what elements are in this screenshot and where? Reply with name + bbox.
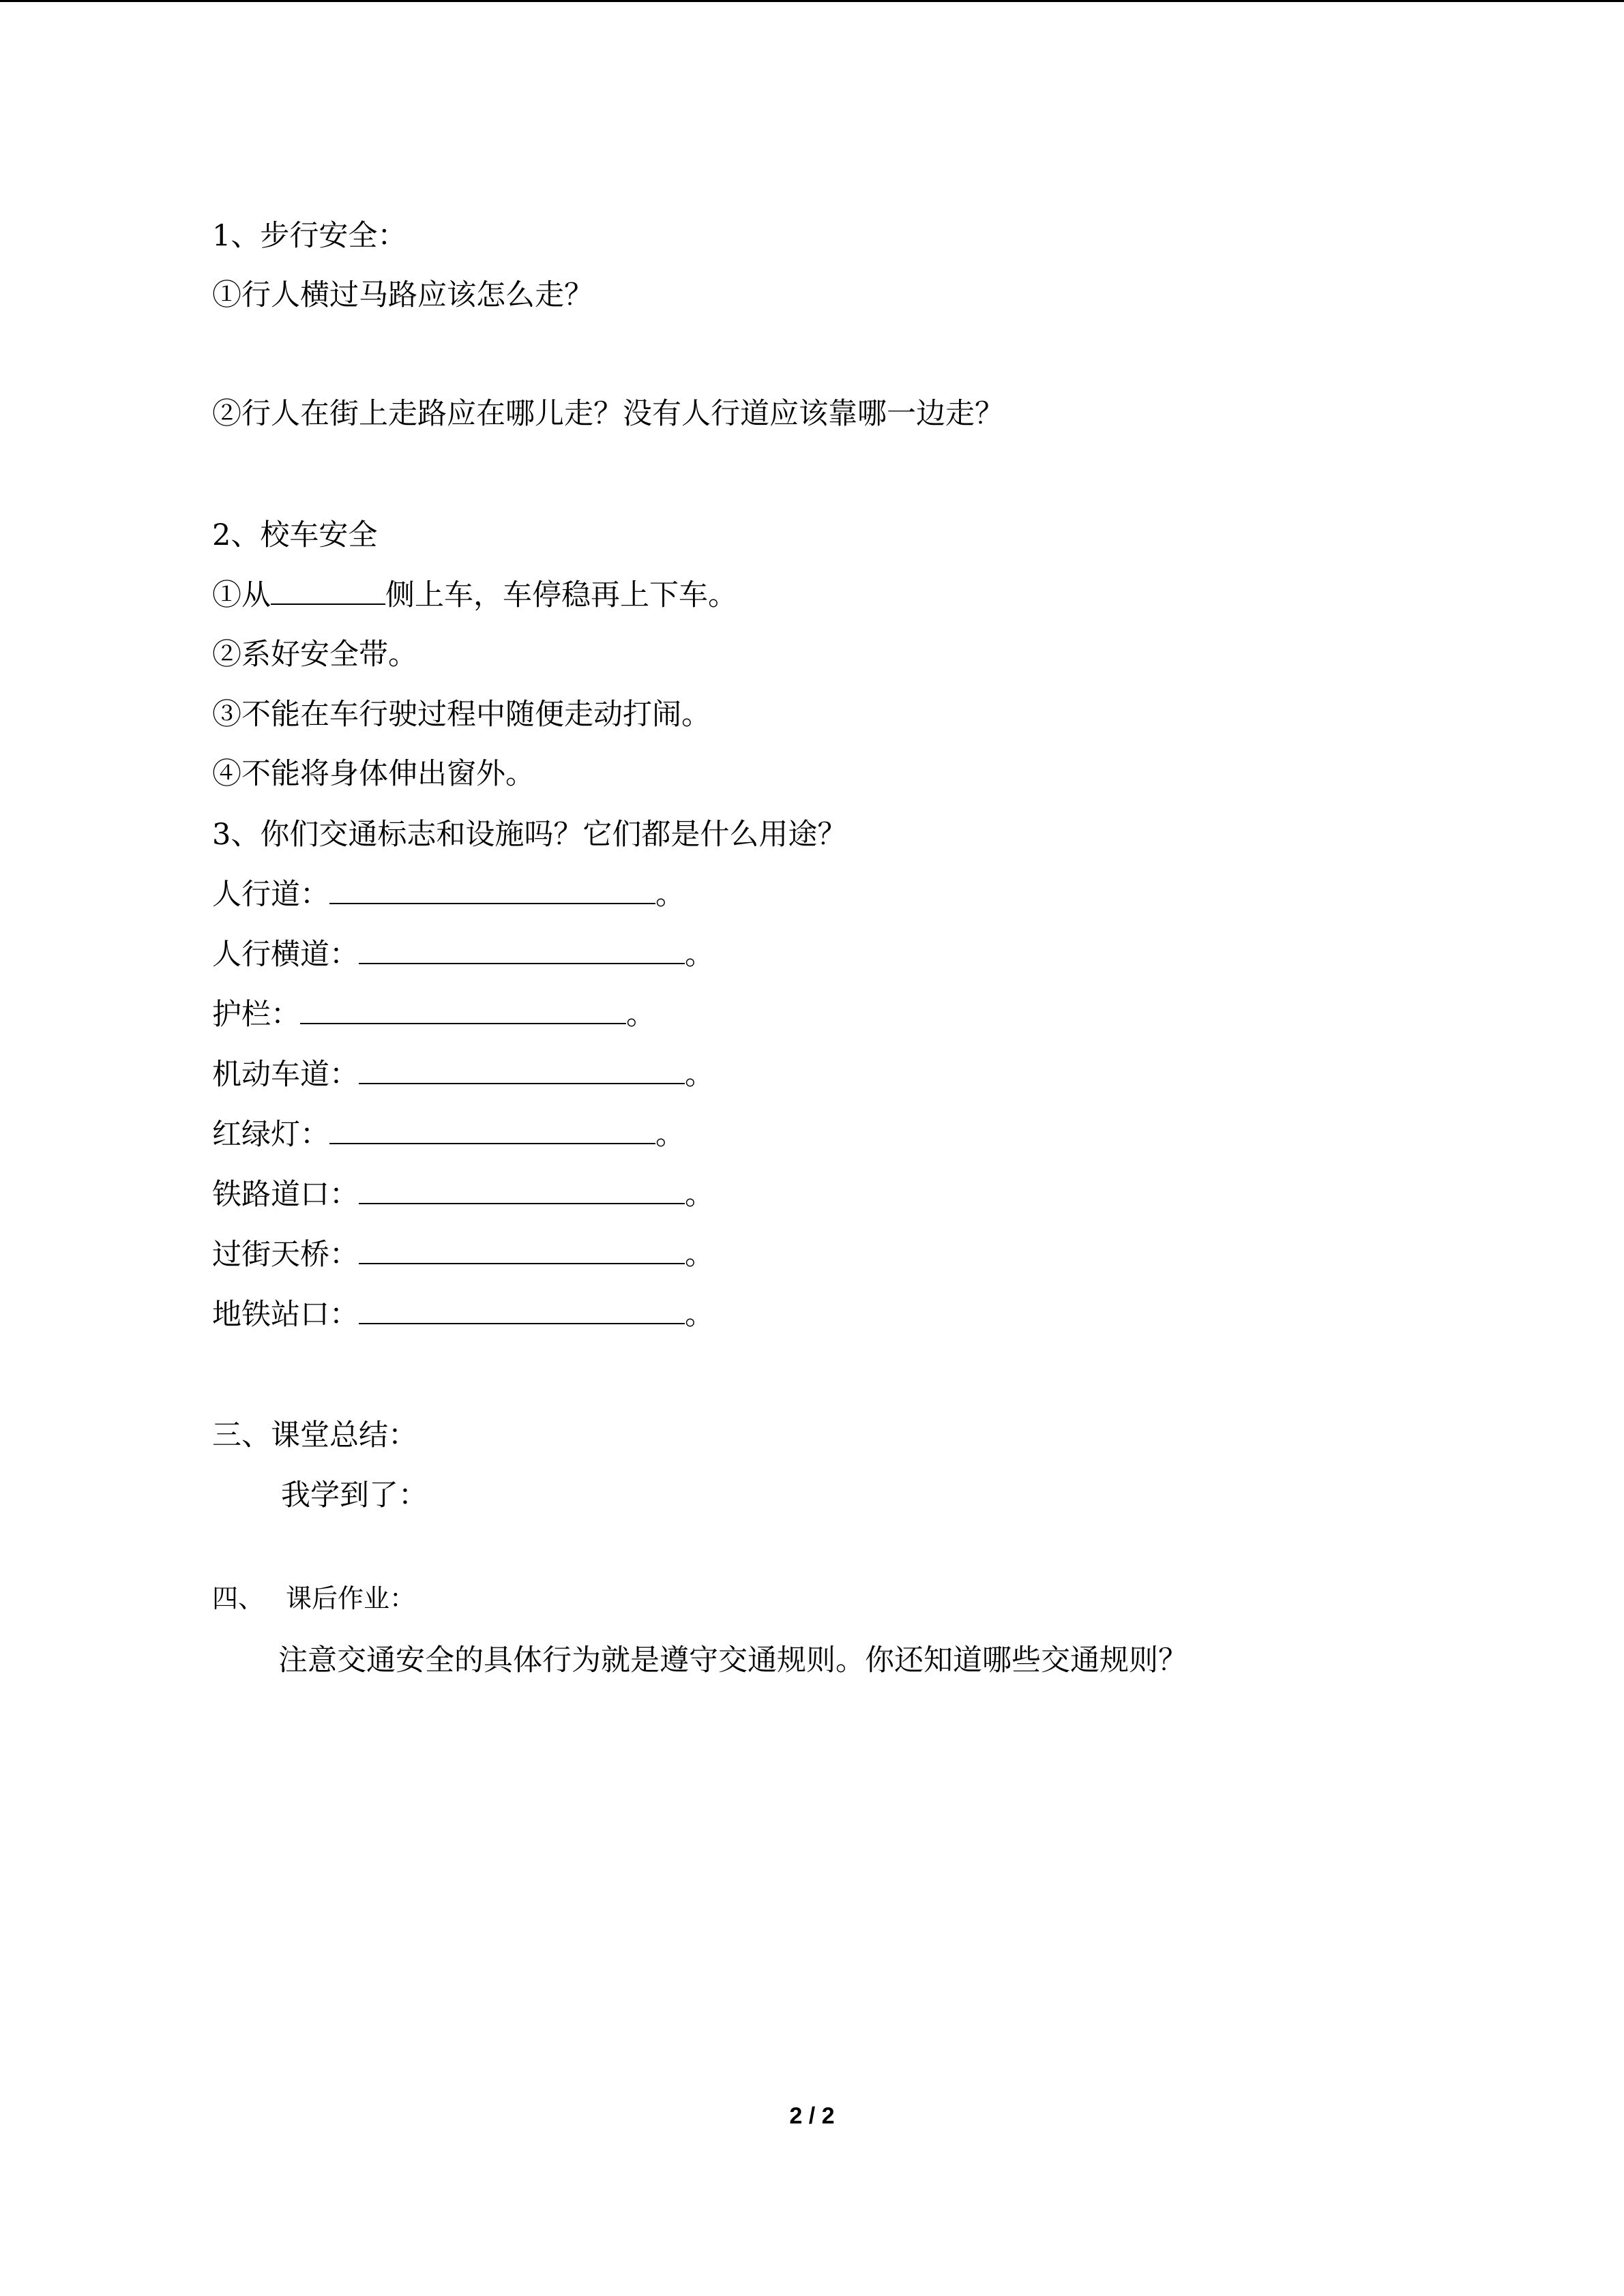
facility-period: 。 [685, 1058, 714, 1092]
section2-item2: ②系好安全带。 [212, 638, 417, 672]
facility-label: 机动车道： [212, 1058, 359, 1092]
fill-blank[interactable] [329, 877, 655, 904]
section2-item1-suffix: 侧上车，车停稳再上下车。 [385, 578, 737, 612]
facility-label: 人行道： [212, 878, 329, 912]
facility-item-railway-crossing [212, 1174, 714, 1215]
fill-blank[interactable] [359, 1297, 685, 1324]
facility-item-sidewalk [212, 874, 685, 915]
facility-period: 。 [685, 1178, 714, 1212]
facility-period: 。 [685, 938, 714, 972]
section1-question2: ②行人在街上走路应在哪儿走？没有人行道应该靠哪一边走？ [212, 397, 1004, 431]
section3-title: 3、你们交通标志和设施吗？它们都是什么用途？ [212, 818, 847, 852]
fill-blank[interactable] [359, 1237, 685, 1264]
fill-blank[interactable] [359, 937, 685, 964]
facility-item-overpass [212, 1234, 714, 1275]
facility-period: 。 [685, 1298, 714, 1332]
facility-period: 。 [685, 1238, 714, 1272]
section2-item3: ③不能在车行驶过程中随便走动打闹。 [212, 698, 711, 732]
homework-title-number: 四、 [212, 1583, 265, 1613]
facility-label: 过街天桥： [212, 1238, 359, 1272]
section1-question1: ①行人横过马路应该怎么走？ [212, 278, 593, 312]
fill-blank[interactable] [359, 1057, 685, 1084]
homework-content: 注意交通安全的具体行为就是遵守交通规则。你还知道哪些交通规则？ [278, 1643, 1187, 1678]
fill-blank[interactable] [271, 578, 385, 605]
facility-period: 。 [626, 998, 655, 1032]
page-top-border [0, 0, 1624, 2]
facility-label: 地铁站口： [212, 1298, 359, 1332]
section2-title: 2、校车安全 [212, 518, 378, 552]
facility-item-motor-lane [212, 1054, 714, 1095]
facility-item-traffic-light [212, 1114, 685, 1155]
section2-item4: ④不能将身体伸出窗外。 [212, 757, 535, 791]
fill-blank[interactable] [359, 1177, 685, 1204]
summary-content: 我学到了： [281, 1478, 428, 1512]
homework-title [212, 1578, 415, 1619]
facility-period: 。 [655, 1118, 685, 1152]
facility-period: 。 [655, 878, 685, 912]
facility-label: 护栏： [212, 998, 300, 1032]
facility-label: 红绿灯： [212, 1118, 329, 1152]
fill-blank[interactable] [300, 997, 626, 1024]
section2-item1 [212, 575, 737, 616]
fill-blank[interactable] [329, 1117, 655, 1144]
facility-label: 铁路道口： [212, 1178, 359, 1212]
facility-label: 人行横道： [212, 938, 359, 972]
page-number: 2 / 2 [789, 2103, 835, 2129]
facility-item-subway-entrance [212, 1294, 714, 1335]
section2-item1-prefix: ①从 [212, 578, 271, 612]
facility-item-crosswalk [212, 934, 714, 975]
facility-item-guardrail [212, 994, 655, 1035]
homework-title-text: 课后作业： [286, 1583, 416, 1613]
summary-title: 三、课堂总结： [212, 1418, 417, 1452]
section1-title: 1、步行安全： [212, 219, 407, 253]
